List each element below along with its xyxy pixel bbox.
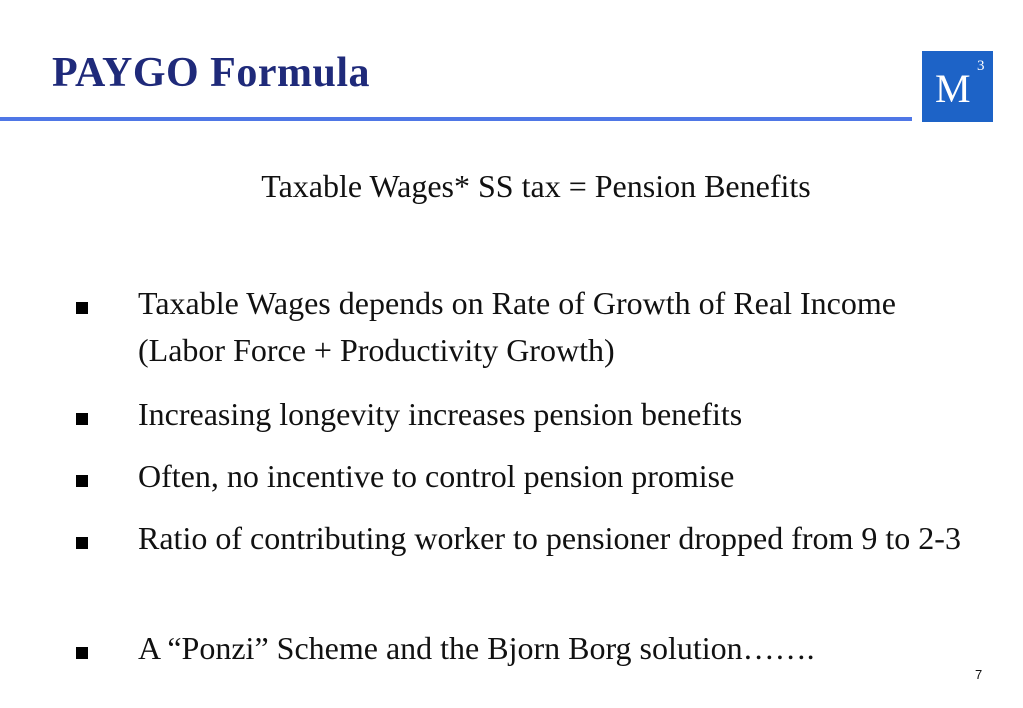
bullet-text: Taxable Wages depends on Rate of Growth of Real Income (Labor Force + Productivity Growth) [138, 285, 896, 368]
square-bullet-icon [76, 302, 88, 314]
square-bullet-icon [76, 647, 88, 659]
bullet-text: Ratio of contributing worker to pensioner dropped from 9 to 2-3 [138, 520, 961, 556]
page-number: 7 [975, 667, 983, 682]
bullet-text: A “Ponzi” Scheme and the Bjorn Borg solution……. [138, 630, 815, 666]
bullet-text: Often, no incentive to control pension promise [138, 458, 735, 494]
logo-letter: M [935, 66, 971, 111]
slide-title: PAYGO Formula [52, 50, 370, 96]
square-bullet-icon [76, 475, 88, 487]
formula-text: Taxable Wages* SS tax = Pension Benefits [261, 168, 811, 204]
square-bullet-icon [76, 537, 88, 549]
title-underline [0, 117, 912, 121]
logo-superscript: 3 [977, 58, 985, 74]
m3-logo [922, 51, 993, 122]
square-bullet-icon [76, 413, 88, 425]
bullet-text: Increasing longevity increases pension benefits [138, 396, 743, 432]
